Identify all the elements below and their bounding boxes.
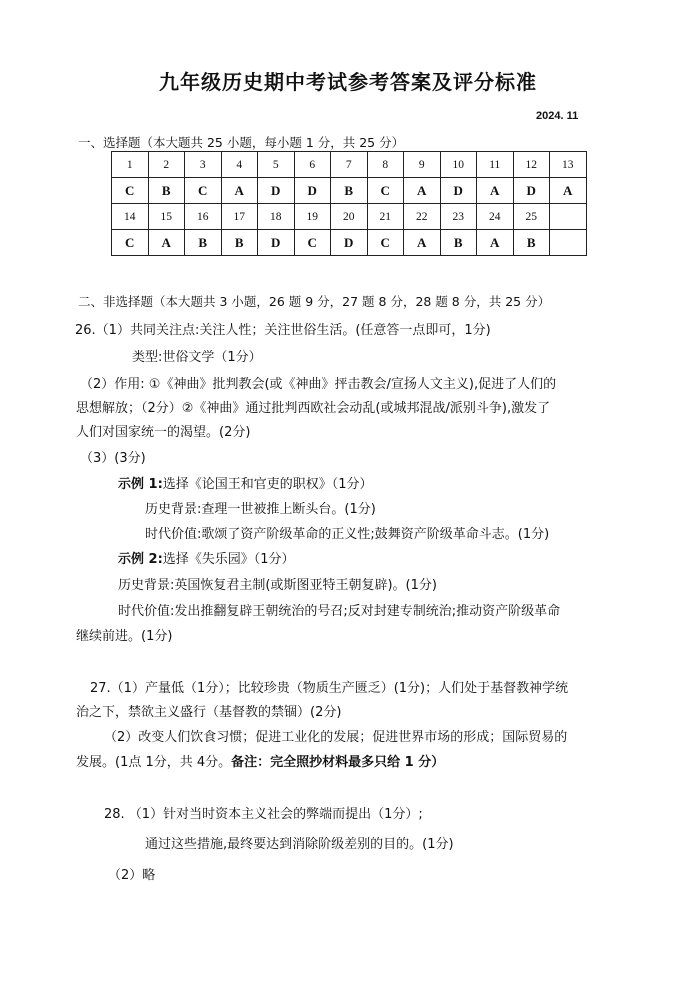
q26-line-1: 26.（1）共同关注点:关注人性；关注世俗生活。(任意答一点即可，1分) <box>75 323 491 338</box>
answer-table-number-row-1 <box>112 152 587 178</box>
section-2-heading: 二、非选择题（本大题共 3 小题，26 题 9 分，27 题 8 分，28 题 8 分，共 25 分） <box>78 294 551 309</box>
answer-table-answer-row-1 <box>112 178 587 204</box>
question-number: 3 <box>185 152 222 178</box>
q26-line-2: 类型:世俗文学（1分） <box>132 350 262 365</box>
answer-letter: B <box>513 230 550 256</box>
question-number: 1 <box>112 152 149 178</box>
question-number: 13 <box>550 152 587 178</box>
question-number: 21 <box>367 204 404 230</box>
question-number: 5 <box>258 152 295 178</box>
q27-line-2: 治之下，禁欲主义盛行（基督教的禁锢）(2分) <box>76 705 342 720</box>
document-date: 2024. 11 <box>536 110 579 122</box>
q26-line-5: 人们对国家统一的渴望。(2分) <box>76 425 251 440</box>
q27-line-4 <box>76 751 444 770</box>
q26-example-1-background: 历史背景:查理一世被推上断头台。(1分) <box>145 502 376 517</box>
answer-letter: D <box>258 230 295 256</box>
question-number: 2 <box>148 152 185 178</box>
answer-table-number-row-2 <box>112 204 587 230</box>
example-1-label: 示例 1: <box>118 477 163 492</box>
q28-line-3: （2）略 <box>108 868 156 883</box>
answer-letter: D <box>513 178 550 204</box>
answer-letter: C <box>112 178 149 204</box>
q26-example-1-value: 时代价值:歌颂了资产阶级革命的正义性;鼓舞资产阶级革命斗志。(1分) <box>145 527 550 542</box>
q26-example-1 <box>118 473 373 492</box>
q27-line-1: 27.（1）产量低（1分）；比较珍贵（物质生产匮乏）(1分)；人们处于基督教神学统 <box>90 681 569 696</box>
q26-line-3: （2）作用: ①《神曲》批判教会(或《神曲》抨击教会/宣扬人文主义),促进了人们的 <box>80 377 557 392</box>
q26-line-4: 思想解放；（2分）②《神曲》通过批判西欧社会动乱(或城邦混战/派别斗争),激发了 <box>76 401 551 416</box>
answer-letter: B <box>331 178 368 204</box>
q26-line-6: （3）(3分) <box>80 451 146 466</box>
q27-line-3: （2）改变人们饮食习惯；促进工业化的发展；促进世界市场的形成；国际贸易的 <box>104 730 568 745</box>
answer-letter: A <box>477 178 514 204</box>
question-number: 23 <box>440 204 477 230</box>
question-number: 6 <box>294 152 331 178</box>
question-number: 9 <box>404 152 441 178</box>
question-number: 11 <box>477 152 514 178</box>
example-2-label: 示例 2: <box>118 552 163 567</box>
q27-scoring: 发展。(1点 1分，共 4分。 <box>76 755 232 770</box>
answer-letter: D <box>294 178 331 204</box>
q28-line-2: 通过这些措施,最终要达到消除阶级差别的目的。(1分) <box>145 837 454 852</box>
answer-letter: A <box>148 230 185 256</box>
answer-letter: A <box>221 178 258 204</box>
question-number: 17 <box>221 204 258 230</box>
question-number: 4 <box>221 152 258 178</box>
question-number: 12 <box>513 152 550 178</box>
answer-table <box>111 151 587 256</box>
answer-letter: C <box>367 178 404 204</box>
question-number: 19 <box>294 204 331 230</box>
question-number: 14 <box>112 204 149 230</box>
answer-letter: C <box>294 230 331 256</box>
page-title: 九年级历史期中考试参考答案及评分标准 <box>159 70 537 94</box>
answer-letter: A <box>477 230 514 256</box>
answer-table-answer-row-2 <box>112 230 587 256</box>
answer-letter <box>550 230 587 256</box>
question-number: 25 <box>513 204 550 230</box>
question-number: 7 <box>331 152 368 178</box>
question-number: 16 <box>185 204 222 230</box>
question-number: 8 <box>367 152 404 178</box>
answer-letter: A <box>404 230 441 256</box>
question-number: 22 <box>404 204 441 230</box>
answer-letter: B <box>148 178 185 204</box>
question-number: 10 <box>440 152 477 178</box>
section-1-heading: 一、选择题（本大题共 25 小题，每小题 1 分，共 25 分） <box>78 135 405 150</box>
question-number: 18 <box>258 204 295 230</box>
answer-letter: D <box>331 230 368 256</box>
q26-example-2-value: 时代价值:发出推翻复辟王朝统治的号召;反对封建专制统治;推动资产阶级革命 <box>118 604 561 619</box>
answer-letter: C <box>367 230 404 256</box>
q28-line-1: 28. （1）针对当时资本主义社会的弊端而提出（1分）; <box>104 807 423 822</box>
answer-letter: B <box>440 230 477 256</box>
question-number <box>550 204 587 230</box>
example-2-choice: 选择《失乐园》（1分） <box>162 552 295 567</box>
answer-letter: D <box>258 178 295 204</box>
q26-example-2 <box>118 548 295 567</box>
example-1-choice: 选择《论国王和官吏的职权》（1分） <box>162 477 373 492</box>
question-number: 20 <box>331 204 368 230</box>
q27-note: 备注：完全照抄材料最多只给 1 分） <box>231 755 445 770</box>
question-number: 15 <box>148 204 185 230</box>
answer-letter: B <box>185 230 222 256</box>
q26-example-2-background: 历史背景:英国恢复君主制(或斯图亚特王朝复辟)。(1分) <box>118 578 437 593</box>
answer-letter: B <box>221 230 258 256</box>
answer-letter: A <box>550 178 587 204</box>
question-number: 24 <box>477 204 514 230</box>
q26-example-2-value-cont: 继续前进。(1分) <box>76 629 173 644</box>
answer-letter: D <box>440 178 477 204</box>
answer-letter: A <box>404 178 441 204</box>
answer-letter: C <box>185 178 222 204</box>
answer-letter: C <box>112 230 149 256</box>
